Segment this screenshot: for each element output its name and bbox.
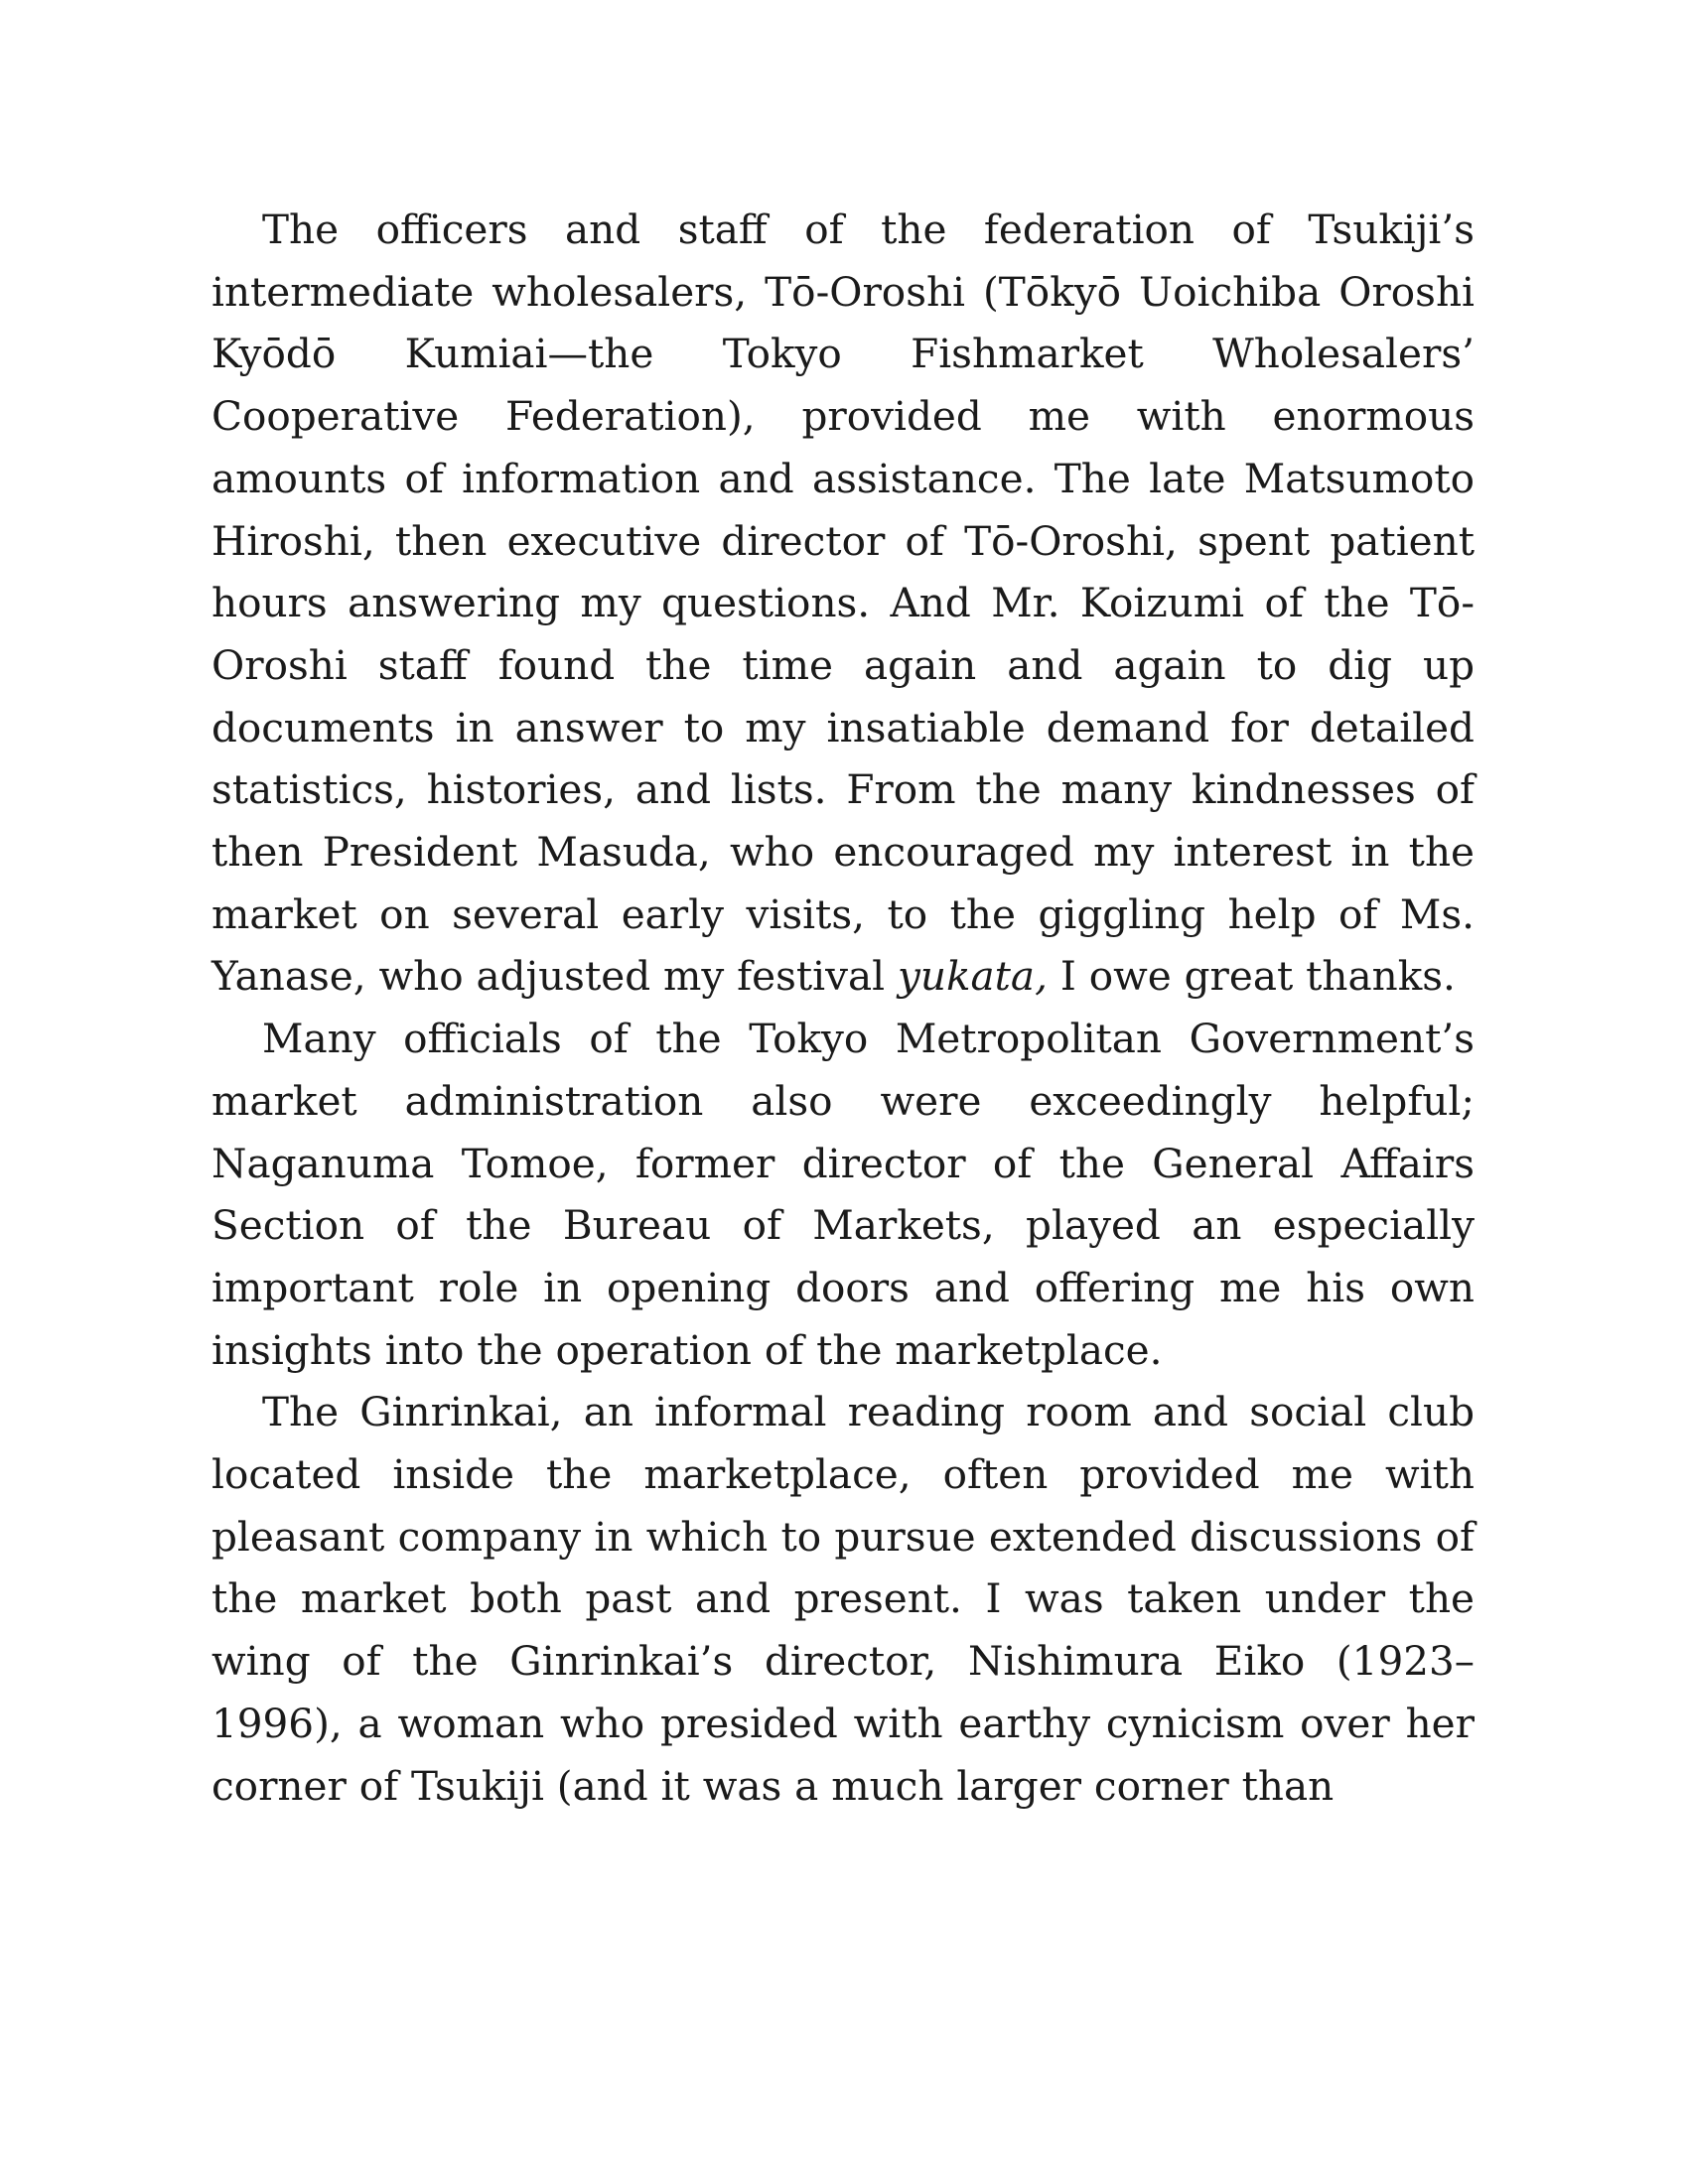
yukata-emphasis: yukata, xyxy=(898,952,1048,1001)
paragraph-to-oroshi-text-before: The officers and staff of the federation of Tsukiji’s intermediate wholesalers, Tō-Oroshi (Tōkyō Uoichiba Oroshi Kyōdō Kumiai—the Tokyo Fishmarket Wholesalers’ Cooperative Federation), provided me with enormous amounts of information and assistance. The late Matsumoto Hiroshi, then executive director of Tō-Oroshi, spent patient hours answering my questions. And Mr. Koizumi of the Tō-Oroshi staff found the time again and again to dig up documents in answer to my insatiable demand for detailed statistics, histories, and lists. From the many kindnesses of then President Masuda, who encouraged my interest in the market on several early visits, to the giggling help of Ms. Yanase, who adjusted my festival xyxy=(211,205,1475,1001)
paragraph-to-oroshi xyxy=(211,199,1475,1008)
paragraph-metropolitan-officials: Many officials of the Tokyo Metropolitan Government’s market administration also were exceedingly helpful; Naganuma Tomoe, former director of the General Affairs Section of the Bureau of Markets, played an especially important role in opening doors and offering me his own insights into the operation of the marketplace. xyxy=(211,1015,1475,1374)
page-body xyxy=(211,199,1475,1817)
paragraph-to-oroshi-text-after: I owe great thanks. xyxy=(1047,952,1456,1001)
paragraph-ginrinkai: The Ginrinkai, an informal reading room and social club located inside the marketplace, often provided me with pleasant company in which to pursue extended discussions of the market both past and present. I was taken under the wing of the Ginrinkai’s director, Nishimura Eiko (1923–1996), a woman who presided with earthy cynicism over her corner of Tsukiji (and it was a much larger corner than xyxy=(211,1388,1475,1810)
